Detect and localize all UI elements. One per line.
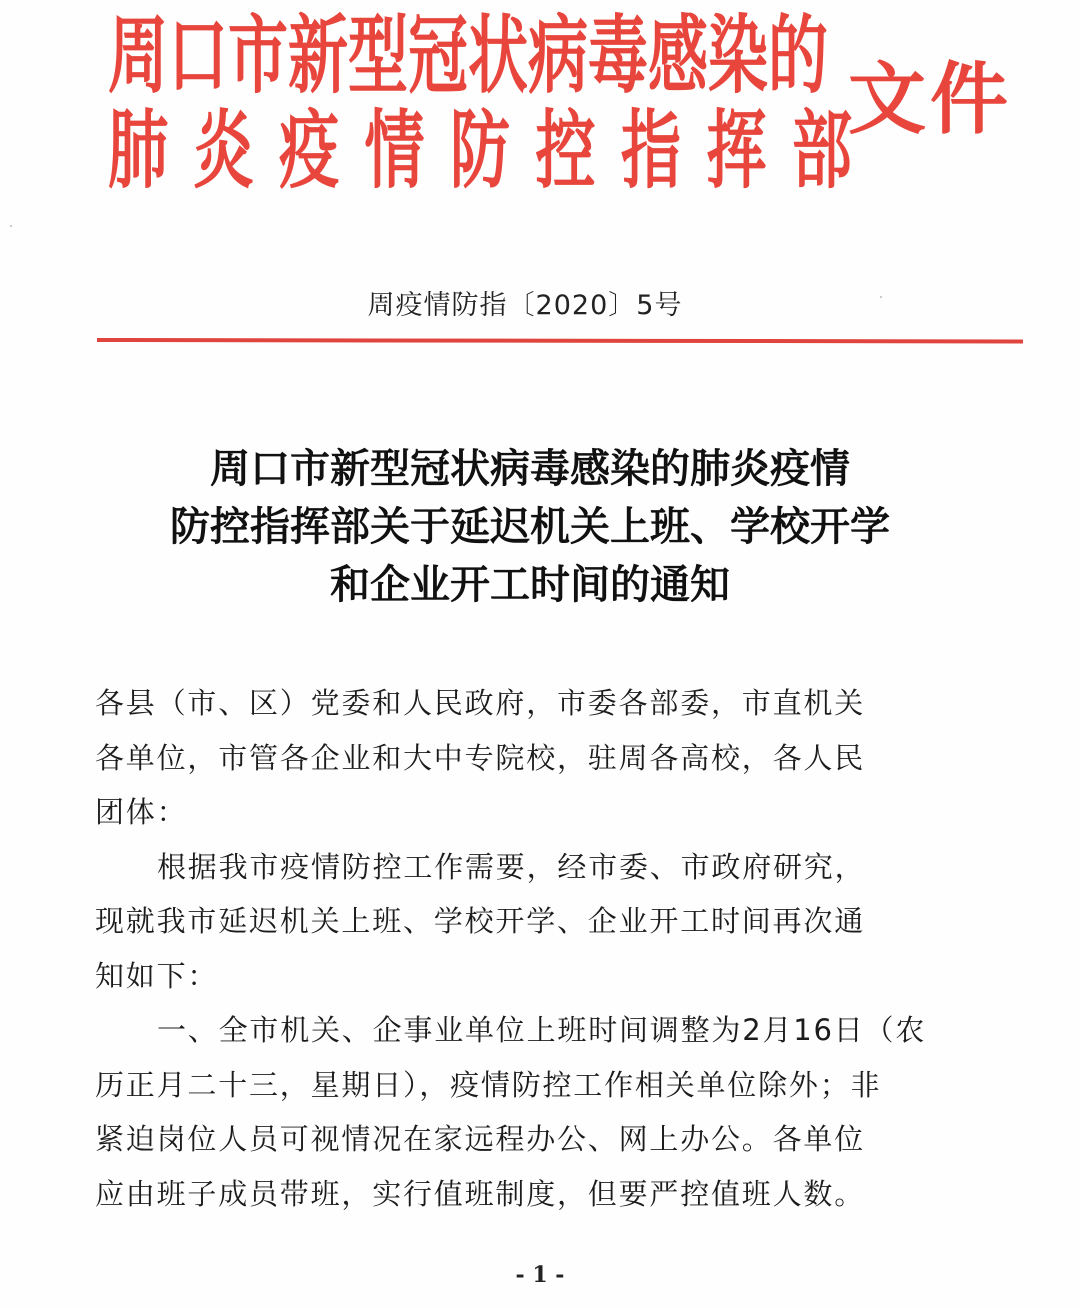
salutation-line: 团体： [95,795,188,829]
document-number: 周疫情防指〔2020〕5号 [367,290,683,321]
issuer-line-1: 周口市新型冠状病毒感染的 [108,7,828,107]
document-type-label: 文件 [848,54,1013,145]
paragraph-line: 现就我市延迟机关上班、学校开学、企业开工时间再次通 [95,904,866,938]
title-line-2: 防控指挥部关于延迟机关上班、学校开学 [170,503,890,550]
paragraph-line: 一、全市机关、企事业单位上班时间调整为2月16日（农 [157,1013,927,1047]
issuing-authority [108,0,878,202]
paragraph-line: 紧迫岗位人员可视情况在家远程办公、网上办公。各单位 [95,1122,866,1156]
paragraph-line: 知如下： [95,958,219,993]
salutation-line: 各单位，市管各企业和大中专院校，驻周各高校，各人民 [95,740,866,775]
title-line-3: 和企业开工时间的通知 [330,561,730,608]
document-body [95,676,975,1221]
page-number: - 1 - [515,1262,565,1288]
scan-speck [880,296,882,298]
title-line-1: 周口市新型冠状病毒感染的肺炎疫情 [210,445,850,492]
item-1-paragraph [95,1003,975,1221]
paragraph-line: 应由班子成员带班，实行值班制度，但要严控值班人数。 [95,1176,866,1211]
scan-speck [10,225,12,227]
red-divider-line [97,338,1023,343]
document-title [0,440,1060,614]
issuer-line-2: 肺炎疫情防控指挥部 [108,102,878,202]
salutation [95,676,975,840]
paragraph-line: 历正月二十三，星期日），疫情防控工作相关单位除外；非 [95,1067,882,1102]
red-letterhead [108,0,1048,210]
salutation-line: 各县（市、区）党委和人民政府，市委各部委，市直机关 [95,686,866,720]
paragraph-line: 根据我市疫情防控工作需要，经市委、市政府研究， [157,849,866,884]
intro-paragraph [95,840,975,1004]
